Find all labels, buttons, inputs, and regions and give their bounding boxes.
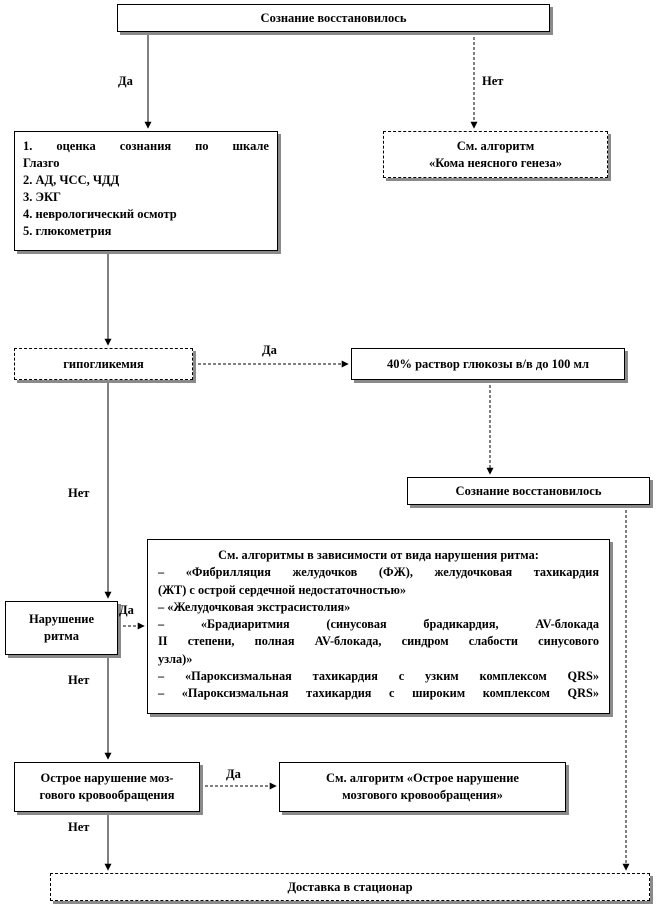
- node-glucose-text: 40% раствор глюкозы в/в до 100 мл: [386, 356, 589, 371]
- node-rhythm-disorder: [5, 601, 118, 655]
- rhythm-algorithm-line: узла)»: [158, 651, 193, 666]
- node-stroke: [14, 762, 200, 812]
- rhythm-algorithm-line: – «Брадиаритмия (синусовая брадикардия, AV-блокада: [158, 617, 599, 632]
- node-rhythm-algorithms: [147, 539, 610, 714]
- rhythm-algorithm-line: – «Желудочковая экстрасистолия»: [158, 599, 351, 614]
- assessment-item: Глазго: [23, 156, 60, 170]
- node-consciousness-restored-mid: [407, 477, 650, 505]
- label-yes-hypoglycemia: Да: [262, 343, 277, 357]
- assessment-item: 2. АД, ЧСС, ЧДД: [23, 173, 120, 187]
- node-glucose: [351, 348, 625, 380]
- stroke-line: Острое нарушение моз-: [40, 771, 174, 785]
- label-yes-stroke: Да: [226, 767, 241, 781]
- label-yes-rhythm: Да: [119, 603, 134, 617]
- coma-algorithm-line: «Кома неясного генеза»: [428, 155, 563, 170]
- assessment-item: 5. глюкометрия: [23, 224, 112, 238]
- node-coma-algorithm: [383, 131, 608, 178]
- rhythm-algorithm-line: – «Пароксизмальная тахикардия с узким комплексом QRS»: [158, 669, 599, 684]
- stroke-algorithm-line: мозгового кровообращения»: [342, 788, 503, 802]
- rhythm-algorithm-line: – «Пароксизмальная тахикардия с широким комплексом QRS»: [158, 686, 599, 701]
- node-hypoglycemia: [14, 348, 193, 380]
- node-assessment: [14, 131, 278, 251]
- node-hypoglycemia-text: гипогликемия: [63, 356, 144, 371]
- label-no-stroke: Нет: [68, 820, 90, 834]
- node-hospital: [50, 873, 650, 901]
- rhythm-disorder-line: Нарушение: [28, 612, 95, 626]
- label-no-rhythm: Нет: [68, 673, 90, 687]
- rhythm-algorithm-line: – «Фибрилляция желудочков (ФЖ), желудочковая тахикардия: [158, 565, 599, 580]
- coma-algorithm-line: См. алгоритм: [456, 138, 535, 153]
- assessment-item: 1. оценка сознания по шкале: [23, 139, 269, 153]
- rhythm-algorithm-line: (ЖТ) с острой сердечной недостаточностью»: [158, 582, 406, 597]
- rhythm-algorithm-line: II степени, полная AV-блокада, синдром слабости синусового: [158, 634, 599, 649]
- node-stroke-algorithm: [279, 762, 566, 812]
- label-yes-consciousness: Да: [118, 74, 133, 88]
- node-hospital-text: Доставка в стационар: [287, 879, 413, 894]
- rhythm-algorithms-heading: См. алгоритмы в зависимости от вида нарушения ритма:: [218, 548, 539, 562]
- stroke-line: гового кровообращения: [39, 788, 175, 802]
- assessment-item: 4. неврологический осмотр: [23, 207, 177, 221]
- rhythm-disorder-line: ритма: [44, 629, 79, 643]
- assessment-item: 3. ЭКГ: [23, 190, 61, 204]
- node-consciousness-restored-mid-text: Сознание восстановилось: [455, 483, 602, 498]
- node-consciousness-restored-top-text: Сознание восстановилось: [260, 10, 407, 25]
- node-consciousness-restored-top: [117, 4, 550, 32]
- stroke-algorithm-line: См. алгоритм «Острое нарушение: [326, 771, 519, 785]
- label-no-consciousness: Нет: [482, 74, 504, 88]
- label-no-hypoglycemia: Нет: [68, 486, 90, 500]
